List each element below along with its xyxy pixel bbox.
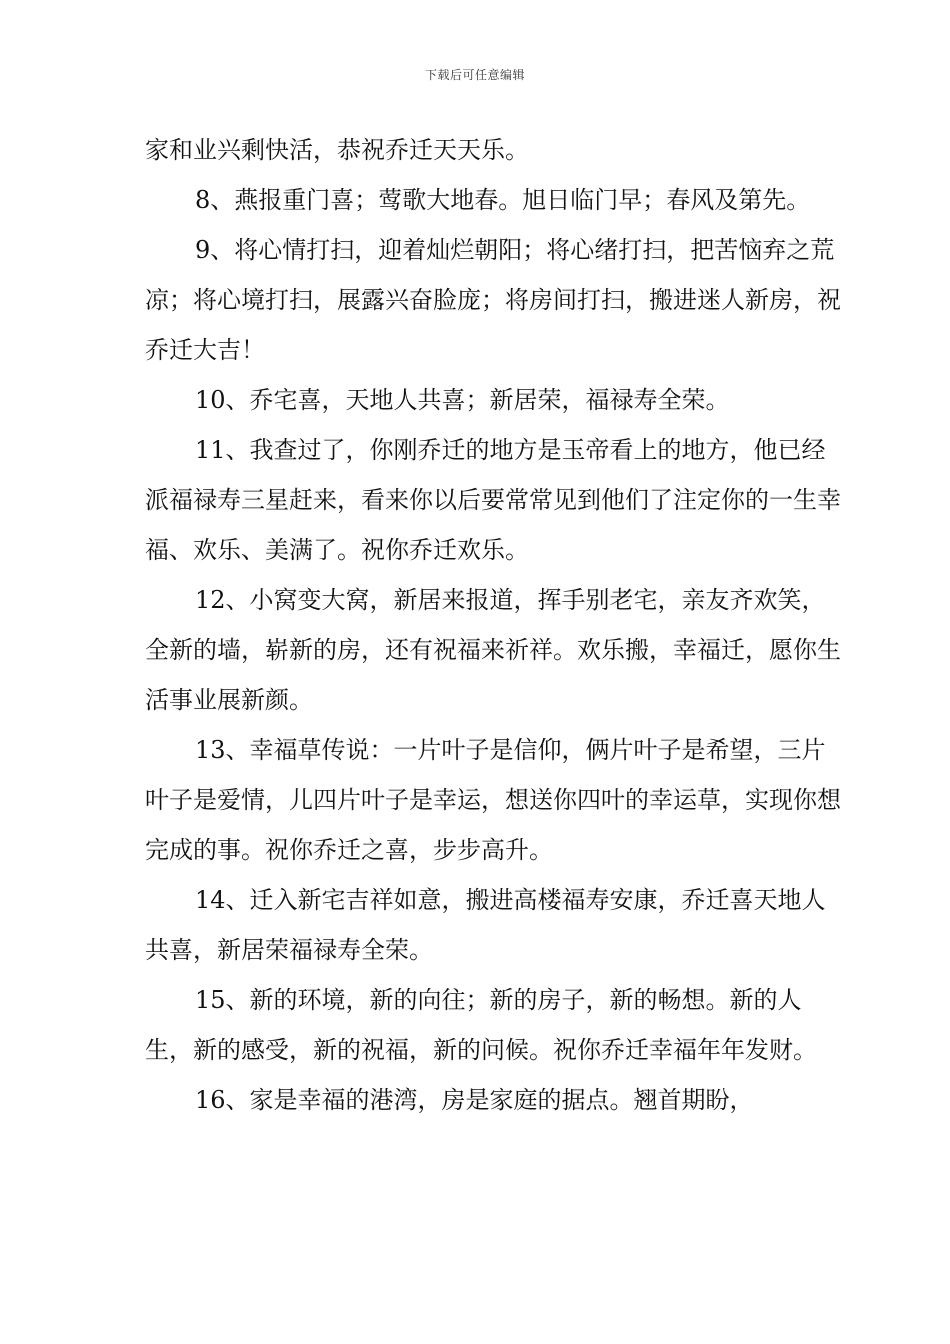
paragraph: 15、新的环境，新的向往；新的房子，新的畅想。新的人生，新的感受，新的祝福，新的问候。祝你乔迁幸福年年发财。 <box>145 986 817 1064</box>
paragraph: 12、小窝变大窝，新居来报道，挥手别老宅，亲友齐欢笑，全新的墙，崭新的房，还有祝福来祈祥。欢乐搬，幸福迁，愿你生活事业展新颜。 <box>145 586 841 714</box>
paragraph: 14、迁入新宅吉祥如意，搬进高楼福寿安康，乔迁喜天地人共喜，新居荣福禄寿全荣。 <box>145 886 826 964</box>
paragraph: 11、我查过了，你刚乔迁的地方是玉帝看上的地方，他已经派福禄寿三星赶来，看来你以后要常常见到他们了注定你的一生幸福、欢乐、美满了。祝你乔迁欢乐。 <box>145 436 841 564</box>
paragraph: 10、乔宅喜，天地人共喜；新居荣，福禄寿全荣。 <box>195 386 730 414</box>
paragraph: 16、家是幸福的港湾，房是家庭的据点。翘首期盼， <box>195 1086 754 1114</box>
paragraph: 9、将心情打扫，迎着灿烂朝阳；将心绪打扫，把苦恼弃之荒凉；将心境打扫，展露兴奋脸庞；将房间打扫，搬进迷人新房，祝乔迁大吉！ <box>145 236 841 364</box>
paragraph: 13、幸福草传说：一片叶子是信仰，俩片叶子是希望，三片叶子是爱情，儿四片叶子是幸运，想送你四叶的幸运草，实现你想完成的事。祝你乔迁之喜，步步高升。 <box>145 736 841 864</box>
paragraph: 8、燕报重门喜；莺歌大地春。旭日临门早；春风及第先。 <box>195 186 811 214</box>
paragraph: 家和业兴剩快活，恭祝乔迁天天乐。 <box>145 136 529 164</box>
document-body <box>145 125 845 1125</box>
page-header: 下载后可任意编辑 <box>424 68 525 82</box>
